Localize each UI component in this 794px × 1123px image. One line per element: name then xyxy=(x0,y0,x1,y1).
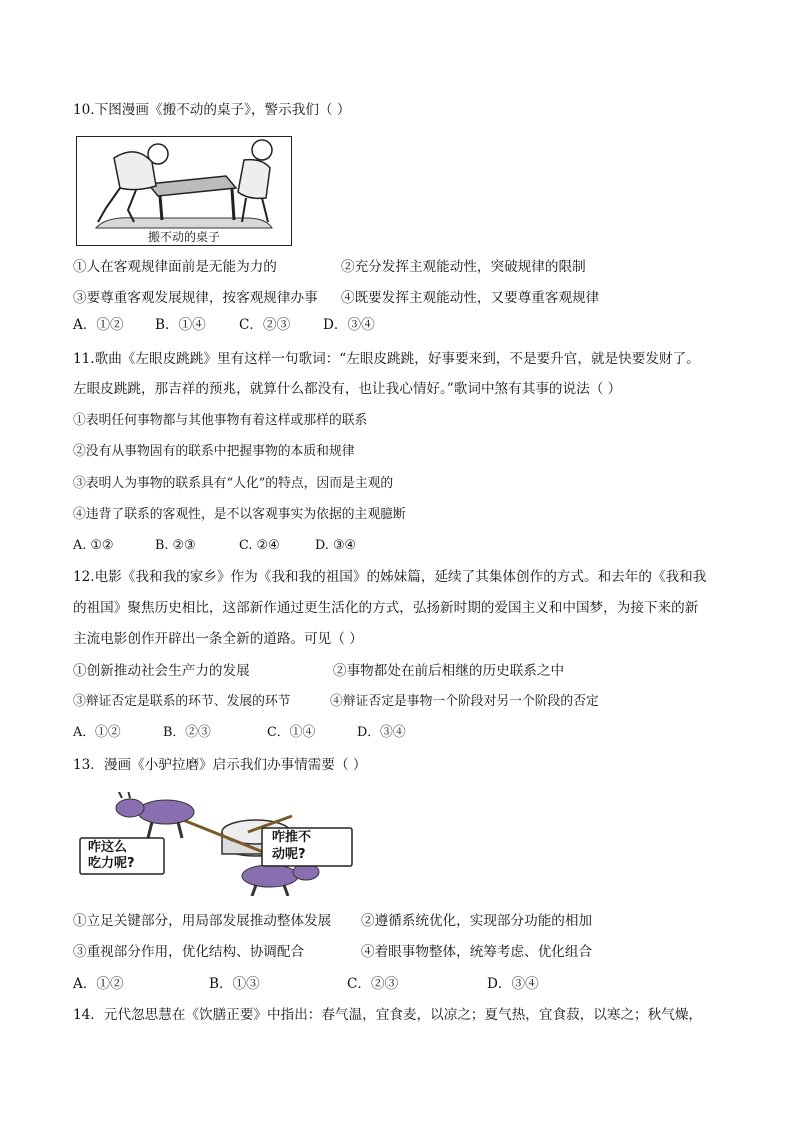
q13-option-d[interactable]: D．③④ xyxy=(487,976,539,992)
q13-option-b[interactable]: B．①③ xyxy=(209,976,260,992)
q10-choice-2: ②充分发挥主观能动性，突破规律的限制 xyxy=(341,259,586,275)
q12-choice-3: ③辩证否定是联系的环节、发展的环节 xyxy=(73,694,291,709)
q13-choice-2: ②遵循系统优化，实现部分功能的相加 xyxy=(361,913,593,929)
q13-choice-1: ①立足关键部分，用局部发展推动整体发展 xyxy=(73,913,332,929)
q10-stem: 10.下图漫画《搬不动的桌子》，警示我们（ ） xyxy=(73,102,351,118)
q12-option-b[interactable]: B．②③ xyxy=(163,725,211,740)
q10-option-b[interactable]: B．①④ xyxy=(155,317,206,333)
q10-option-a[interactable]: A．①② xyxy=(73,317,124,333)
q11-option-d[interactable]: D. ③④ xyxy=(315,538,356,553)
q11-choice-4: ④违背了联系的客观性，是不以客观事实为依据的主观臆断 xyxy=(73,507,406,522)
donkey-mill-cartoon-figure xyxy=(78,792,360,896)
q11-choice-1: ①表明任何事物都与其他事物有着这样或那样的联系 xyxy=(73,413,368,428)
q12-option-d[interactable]: D．③④ xyxy=(357,725,406,740)
q12-option-a[interactable]: A．①② xyxy=(73,725,121,740)
q13-choice-3: ③重视部分作用，优化结构、协调配合 xyxy=(73,944,305,960)
bubble-right-line-2: 动呢? xyxy=(272,847,306,862)
q10-choice-4: ④既要发挥主观能动性，又要尊重客观规律 xyxy=(341,290,600,306)
bubble-right-line-1: 咋推不 xyxy=(272,830,312,845)
q12-option-c[interactable]: C．①④ xyxy=(267,725,316,740)
q11-stem-line-1: 11.歌曲《左眼皮跳跳》里有这样一句歌词：“左眼皮跳跳，好事要来到，不是要升官，就是快要发财了。 xyxy=(73,351,700,367)
q11-choice-2: ②没有从事物固有的联系中把握事物的本质和规律 xyxy=(73,444,355,459)
q14-stem-line-1: 14．元代忽思慧在《饮膳正要》中指出：春气温，宜食麦，以凉之；夏气热，宜食菽，以寒之；秋气燥， xyxy=(73,1007,703,1023)
q11-option-c[interactable]: C. ②④ xyxy=(239,538,280,553)
bubble-left-line-2: 吃力呢? xyxy=(88,856,135,871)
q12-choice-2: ②事物都处在前后相继的历史联系之中 xyxy=(333,663,565,679)
q12-choice-1: ①创新推动社会生产力的发展 xyxy=(73,663,250,679)
q10-choice-1: ①人在客观规律面前是无能为力的 xyxy=(73,259,277,275)
q12-stem-line-2: 的祖国》聚焦历史相比，这部新作通过更生活化的方式，弘扬新时期的爱国主义和中国梦，为接下来的新 xyxy=(73,600,699,616)
q11-choice-3: ③表明人为事物的联系具有“人化”的特点，因而是主观的 xyxy=(73,476,394,491)
q12-choice-4: ④辩证否定是事物一个阶段对另一个阶段的否定 xyxy=(330,694,599,709)
q10-option-c[interactable]: C．②③ xyxy=(239,317,291,333)
q13-choice-4: ④着眼事物整体，统筹考虑、优化组合 xyxy=(361,944,593,960)
q10-choice-3: ③要尊重客观发展规律，按客观规律办事 xyxy=(73,290,318,306)
q11-option-a[interactable]: A. ①② xyxy=(73,538,114,553)
q10-option-d[interactable]: D．③④ xyxy=(323,317,375,333)
q13-option-a[interactable]: A．①② xyxy=(73,976,124,992)
table-moving-cartoon-figure xyxy=(76,136,292,246)
q12-stem-line-1: 12.电影《我和我的家乡》作为《我和我的祖国》的姊妹篇，延续了其集体创作的方式。和去年的《我和我 xyxy=(73,569,707,585)
q11-stem-line-2: 左眼皮跳跳，那吉祥的预兆，就算什么都没有，也让我心情好。”歌词中煞有其事的说法（ ） xyxy=(73,381,622,397)
q11-option-b[interactable]: B. ②③ xyxy=(155,538,196,553)
figure-caption: 搬不动的桌子 xyxy=(147,230,220,244)
q13-option-c[interactable]: C．②③ xyxy=(347,976,399,992)
q12-stem-line-3: 主流电影创作开辟出一条全新的道路。可见（ ） xyxy=(73,631,363,647)
bubble-left-line-1: 咋这么 xyxy=(88,840,128,855)
q13-stem: 13．漫画《小驴拉磨》启示我们办事情需要（ ） xyxy=(73,757,367,773)
